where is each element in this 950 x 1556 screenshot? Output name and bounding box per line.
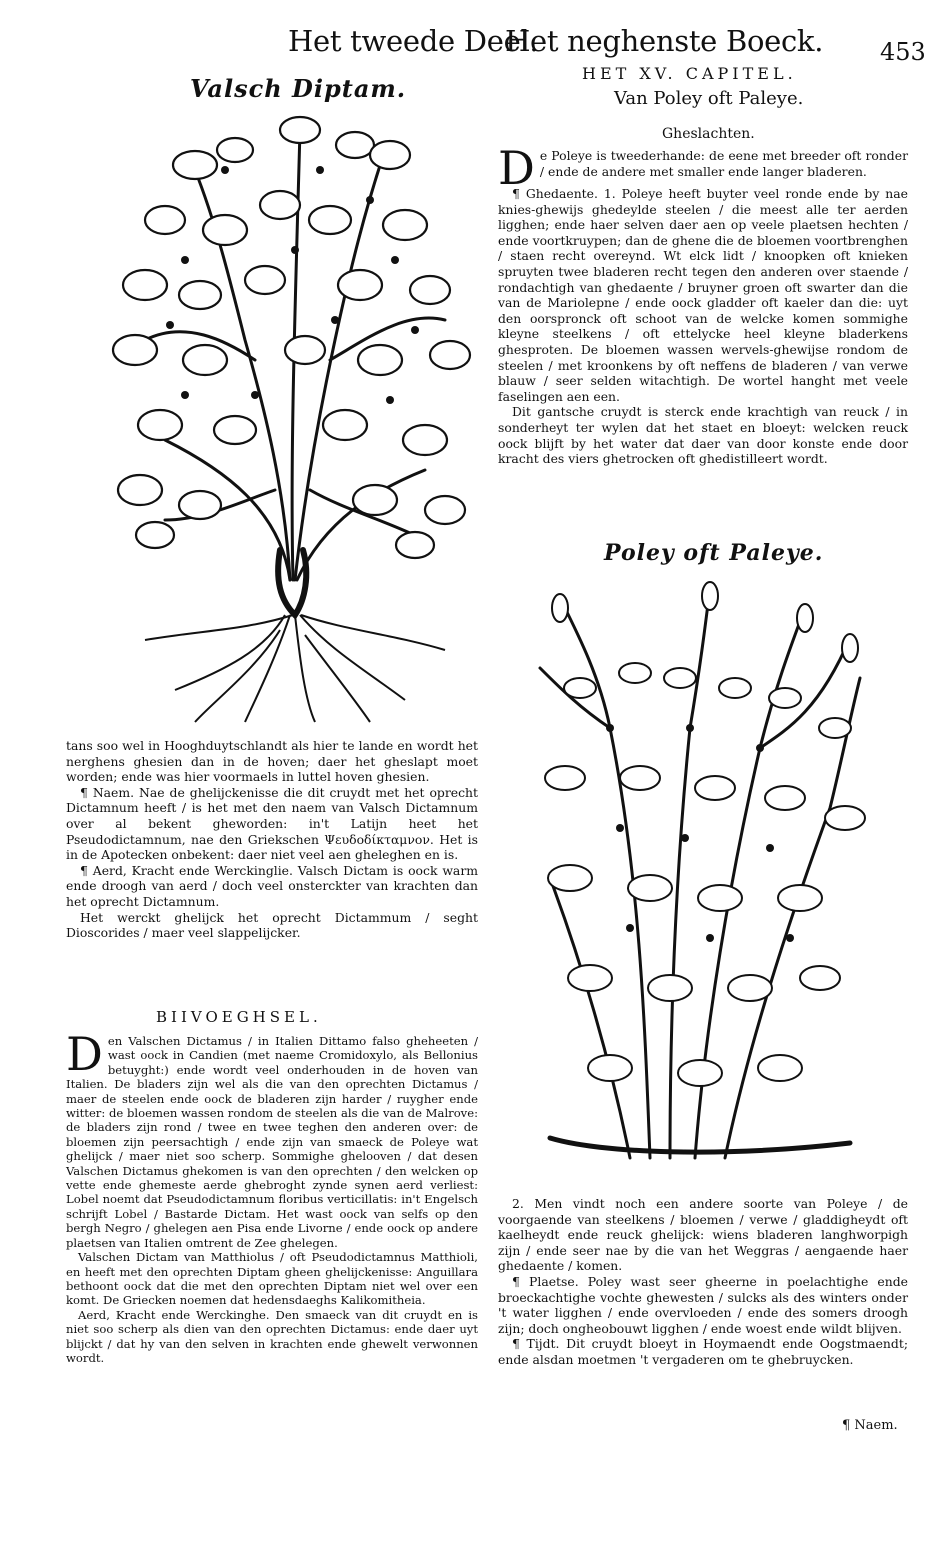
right-paragraph-tijdt: ¶ Tijdt. Dit cruydt bloeyt in Hoymaendt ende Oogstmaendt; ende alsdan moetmen 't vergaderen om te ghebruycken. <box>498 1336 908 1367</box>
left-paragraph-werckt: Het werckt ghelijck het oprecht Dictammum / seght Dioscorides / maer veel slappelijcker. <box>66 909 478 941</box>
section-label: Gheslachten. <box>662 126 755 142</box>
left-body-text <box>66 738 478 941</box>
bijvoeghsel-text <box>66 1027 478 1365</box>
chapter-title: HET XV. CAPITEL. <box>582 64 797 83</box>
page-number: 453 <box>880 38 926 66</box>
running-head-right: Het neghenste Boeck. <box>505 24 824 58</box>
drop-cap-d-right: D <box>498 141 535 195</box>
left-paragraph-naem: ¶ Naem. Nae de ghelijckenisse die dit cruydt met het oprecht Dictamnum heeft / is het met den naem van Valsch Dictamnum over al bekent gheworden: in't Latijn heet het Pseudodictamnum, nae den Griekschen Ψευδοδίκταμνον. Het is in de Apotecken onbekent: daer niet veel aen gheleghen en is. <box>66 784 478 863</box>
bijvoeghsel-heading: BIIVOEGHSEL. <box>156 1008 322 1026</box>
right-lower-text <box>498 1196 908 1368</box>
chapter-subtitle: Van Poley oft Paleye. <box>614 88 804 109</box>
bijvoeghsel-paragraph-1 <box>66 1027 478 1250</box>
right-paragraph-soorte: 2. Men vindt noch een andere soorte van Poleye / de voorgaende van steelkens / bloemen / verwe / gladdigheydt oft kaelheydt ende reuck ghelijck: wiens bladeren langhworpigh zijn / ende seer nae by die van het Weggras / aengaende haer ghedaente / komen. <box>498 1196 908 1274</box>
bijvoeghsel-paragraph-2: Valschen Dictam van Matthiolus / oft Pseudodictamnus Matthioli, en heeft met den oprechten Diptam gheen ghelijckenisse: Anguillara bethoont oock dat die met den oprechten Diptam niet wel over een komt. De Griecken noemen dat hedensdaeghs Kalikomitheia. <box>66 1250 478 1308</box>
valsch-diptam-woodcut <box>105 110 480 725</box>
right-paragraph-gheslachten <box>498 141 908 195</box>
right-paragraph-gheslachten-text: e Poleye is tweederhande: de eene met breeder oft ronder / ende de andere met smaller ende langer bladeren. <box>539 148 908 179</box>
running-head-left: Het tweede Deel. <box>288 24 539 58</box>
drop-cap-d: D <box>66 1027 103 1081</box>
catchword: ¶ Naem. <box>842 1418 898 1433</box>
right-body-text <box>498 141 908 467</box>
right-paragraph-ghedaente: ¶ Ghedaente. 1. Poleye heeft buyter veel ronde ende by nae knies-ghewijs ghedeylde steelen / die meest alle ter aerden ligghen; ende haer selven daer aen op veele plaetsen hechten / ende voortkruypen; dan de ghene die de bloemen voortbrenghen / staen recht overeynd. Wt elck lidt / knoopken oft knieken spruyten twee bladeren recht tegen den anderen over staende / rondachtigh van ghedaente / bruyner groen oft swarter dan die van de Mariolepne / ende oock gladder oft kaeler dan die: uyt den oorspronck oft schoot van de welcke komen sommighe kleyne steelkens / oft ettelycke heel kleyne bladerkens ghesproten. De bloemen wassen wervels-ghewijse rondom de steelen / met kroonkens by oft neffens de bladeren / van verwe blauw / seer selden witachtigh. De wortel hanght met veele faselingen aen een. <box>498 186 908 404</box>
right-paragraph-plaetse: ¶ Plaetse. Poley wast seer gheerne in poelachtighe ende broeckachtighe vochte ghewesten / sulcks als des winters onder 't water ligghen / ende overvloeden / ende des somers droogh zijn; doch ongheobouwt ligghen / ende woest ende wildt blijven. <box>498 1273 908 1336</box>
right-figure-caption: Poley oft Paleye. <box>604 540 824 566</box>
poley-woodcut <box>520 578 880 1178</box>
bijvoeghsel-paragraph-3: Aerd, Kracht ende Werckinghe. Den smaeck van dit cruydt en is niet soo scherp als dien van den oprechten Dictamus: ende daer uyt blijckt / dat hy van den selven in krachten ende ghewelt verwonnen wordt. <box>66 1307 478 1365</box>
left-paragraph-aerd: ¶ Aerd, Kracht ende Werckinglie. Valsch Dictam is oock warm ende droogh van aerd / doch veel onsterckter van krachten dan het oprecht Dictamnum. <box>66 862 478 909</box>
right-paragraph-reuck: Dit gantsche cruydt is sterck ende krachtigh van reuck / in sonderheyt ter wylen dat het staet en bloeyt: welcken reuck oock blijft by het water dat daer van door konste ende door kracht des viers ghetrocken oft ghedistilleert wordt. <box>498 404 908 467</box>
bijvoeghsel-paragraph-1-text: en Valschen Dictamus / in Italien Dittamo falso gheheeten / wast oock in Candien (met naeme Cromidoxylo, als Bellonius betuyght:) ende wordt veel onderhouden in de hoven van Italien. De bladers zijn wel als die van den oprechten Dictamus / maer de steelen ende oock de bladeren zijn harder / ruygher ende witter: de bloemen wassen rondom de steelen als die van de Malrove: de bladers zijn rond / twee en twee teghen den anderen over: de bloemen zijn peersachtigh / ende zijn van smaeck de Poleye wat ghelijck / maer niet soo scherp. Sommighe ghelooven / dat desen Valschen Dictamus ghekomen is van den oprechten / den welcken op vette ende ghemeste aerde ghebroght zynde synen aerd verliest: Lobel noemt dat Pseudodictamnum floribus verticillatis: in't Engelsch schrijft Lobel / Bastarde Dictam. Het wast oock van selfs op den bergh Negro / ghelegen aen Pisa ende Livorne / ende oock op andere plaetsen van Italien omtrent de Zee ghelegen. <box>66 1034 478 1250</box>
left-paragraph-1: tans soo wel in Hooghduytschlandt als hier te lande en wordt het nerghens ghesien dan in de hoven; daer het gheslapt moet worden; ende was hier voormaels in luttel hoven ghesien. <box>66 738 478 785</box>
left-figure-caption: Valsch Diptam. <box>190 74 407 103</box>
